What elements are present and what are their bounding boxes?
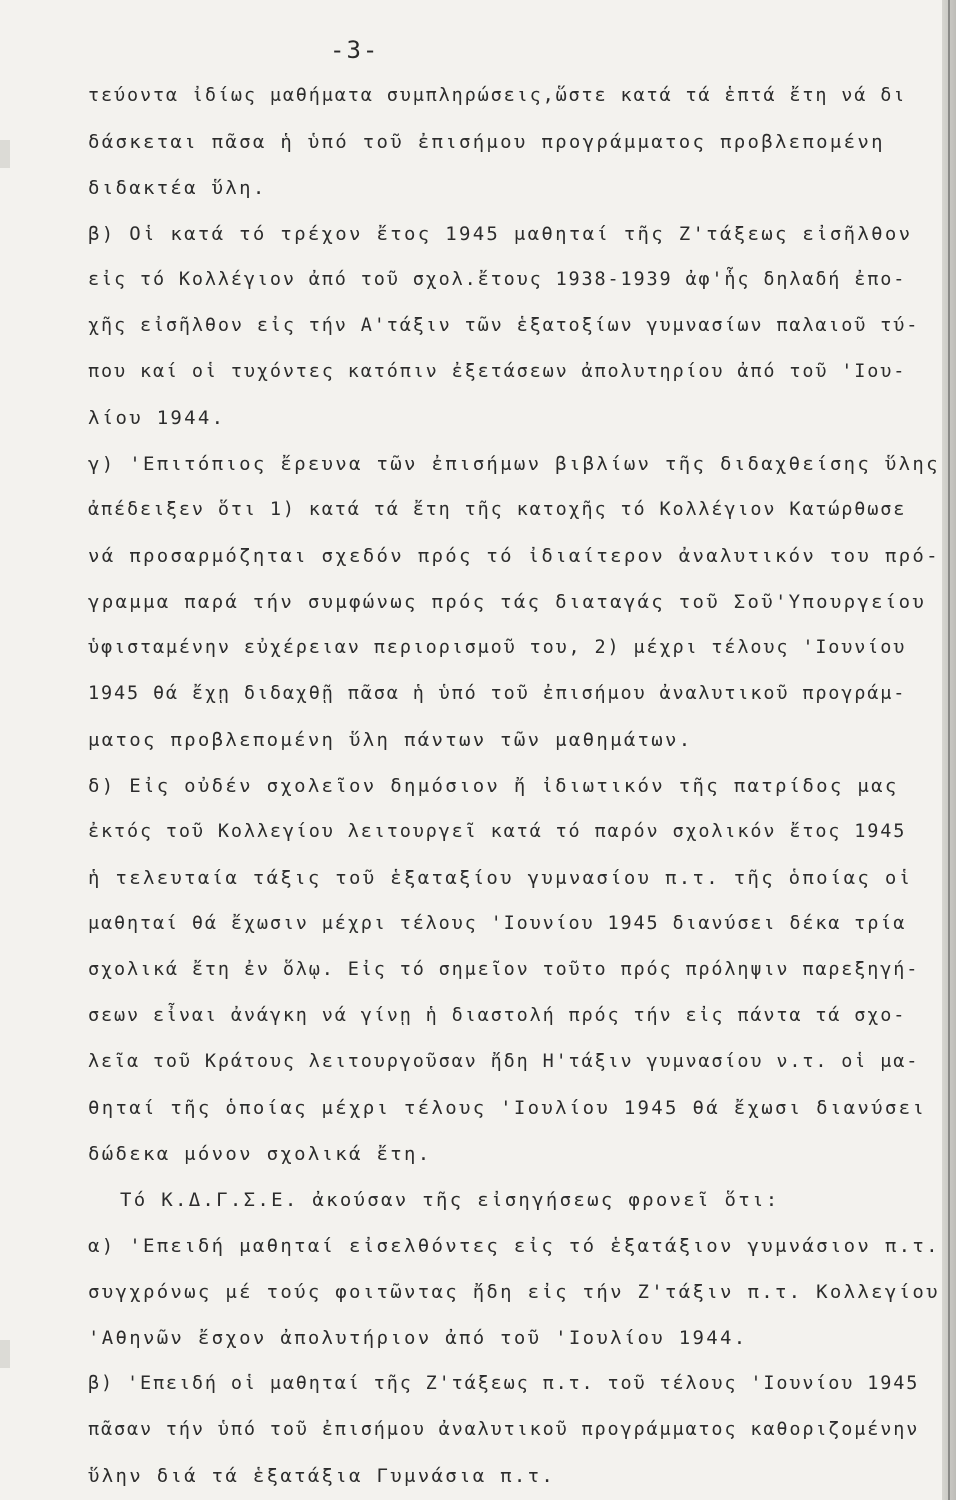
text-line: λεῖα τοῦ Κράτους λειτουργοῦσαν ἤδη Η'τάξιν γυμνασίου ν.τ. οἱ μα- xyxy=(88,1051,920,1072)
text-line: ματος προβλεπομένη ὕλη πάντων τῶν μαθημάτων. xyxy=(88,729,693,751)
text-line: ἀπέδειξεν ὅτι 1) κατά τά ἔτη τῆς κατοχῆς τό Κολλέγιον Κατώρθωσε xyxy=(88,499,907,520)
text-line: γραμμα παρά τήν συμφώνως πρός τάς διαταγάς τοῦ Σοῦ'Υπουργείου xyxy=(88,591,927,613)
punch-mark xyxy=(0,140,10,168)
text-line: ὑφισταμένην εὐχέρειαν περιορισμοῦ του, 2) μέχρι τέλους 'Ιουνίου xyxy=(88,637,907,658)
text-line: διδακτέα ὕλη. xyxy=(88,177,267,199)
text-line: σχολικά ἔτη ἐν ὅλῳ. Εἰς τό σημεῖον τοῦτο πρός πρόληψιν παρεξηγή- xyxy=(88,959,920,980)
text-line: ἡ τελευταία τάξις τοῦ ἑξαταξίου γυμνασίου π.τ. τῆς ὁποίας οἱ xyxy=(88,867,913,889)
page-edge-line xyxy=(948,0,950,1500)
text-line: θηταί τῆς ὁποίας μέχρι τέλους 'Ιουλίου 1945 θά ἔχωσι διανύσει xyxy=(88,1097,927,1119)
text-line: γ) 'Επιτόπιος ἔρευνα τῶν ἐπισήμων βιβλίων τῆς διδαχθείσης ὕλης xyxy=(88,453,940,475)
text-line: 1945 θά ἔχῃ διδαχθῇ πᾶσα ἡ ὑπό τοῦ ἐπισήμου ἀναλυτικοῦ προγράμ- xyxy=(88,683,907,704)
text-line: β) Οἱ κατά τό τρέχον ἔτος 1945 μαθηταί τῆς Ζ'τάξεως εἰσῆλθον xyxy=(88,223,913,245)
text-line: σεων εἶναι ἀνάγκη νά γίνῃ ἡ διαστολή πρός τήν εἰς πάντα τά σχο- xyxy=(88,1005,907,1026)
text-line: 'Αθηνῶν ἔσχον ἀπολυτήριον ἀπό τοῦ 'Ιουλίου 1944. xyxy=(88,1327,748,1349)
text-line: πᾶσαν τήν ὑπό τοῦ ἐπισήμου ἀναλυτικοῦ προγράμματος καθοριζομένην xyxy=(88,1419,920,1440)
text-line: νά προσαρμόζηται σχεδόν πρός τό ἰδιαίτερον ἀναλυτικόν του πρό- xyxy=(88,545,940,567)
text-line: Τό Κ.Δ.Γ.Σ.Ε. ἀκούσαν τῆς εἰσηγήσεως φρονεῖ ὅτι: xyxy=(120,1189,780,1211)
text-line: λίου 1944. xyxy=(88,407,226,429)
text-line: ἐκτός τοῦ Κολλεγίου λειτουργεῖ κατά τό παρόν σχολικόν ἔτος 1945 xyxy=(88,821,907,842)
text-line: δάσκεται πᾶσα ἡ ὑπό τοῦ ἐπισήμου προγράμματος προβλεπομένη xyxy=(88,131,885,153)
text-line: συγχρόνως μέ τούς φοιτῶντας ἤδη εἰς τήν Ζ'τάξιν π.τ. Κολλεγίου xyxy=(88,1281,940,1303)
text-line: εἰς τό Κολλέγιον ἀπό τοῦ σχολ.ἔτους 1938-1939 ἀφ'ἧς δηλαδή ἐπο- xyxy=(88,269,907,290)
text-line: α) 'Επειδή μαθηταί εἰσελθόντες εἰς τό ἑξατάξιον γυμνάσιον π.τ. xyxy=(88,1235,940,1257)
page-number: -3- xyxy=(330,36,380,64)
text-line: τεύοντα ἰδίως μαθήματα συμπληρώσεις,ὥστε κατά τά ἑπτά ἔτη νά δι xyxy=(88,85,907,106)
text-line: χῆς εἰσῆλθον εἰς τήν Α'τάξιν τῶν ἑξατοξίων γυμνασίων παλαιοῦ τύ- xyxy=(88,315,920,336)
text-line: δ) Εἰς οὐδέν σχολεῖον δημόσιον ἤ ἰδιωτικόν τῆς πατρίδος μας xyxy=(88,775,899,797)
text-line: μαθηταί θά ἔχωσιν μέχρι τέλους 'Ιουνίου 1945 διανύσει δέκα τρία xyxy=(88,913,907,934)
text-line: δώδεκα μόνον σχολικά ἔτη. xyxy=(88,1143,432,1165)
text-line: β) 'Επειδή οἱ μαθηταί τῆς Ζ'τάξεως π.τ. τοῦ τέλους 'Ιουνίου 1945 xyxy=(88,1373,920,1394)
text-line: ὕλην διά τά ἑξατάξια Γυμνάσια π.τ. xyxy=(88,1465,556,1487)
text-line: που καί οἱ τυχόντες κατόπιν ἐξετάσεων ἀπολυτηρίου ἀπό τοῦ 'Ιου- xyxy=(88,361,907,382)
punch-mark xyxy=(0,1340,10,1368)
